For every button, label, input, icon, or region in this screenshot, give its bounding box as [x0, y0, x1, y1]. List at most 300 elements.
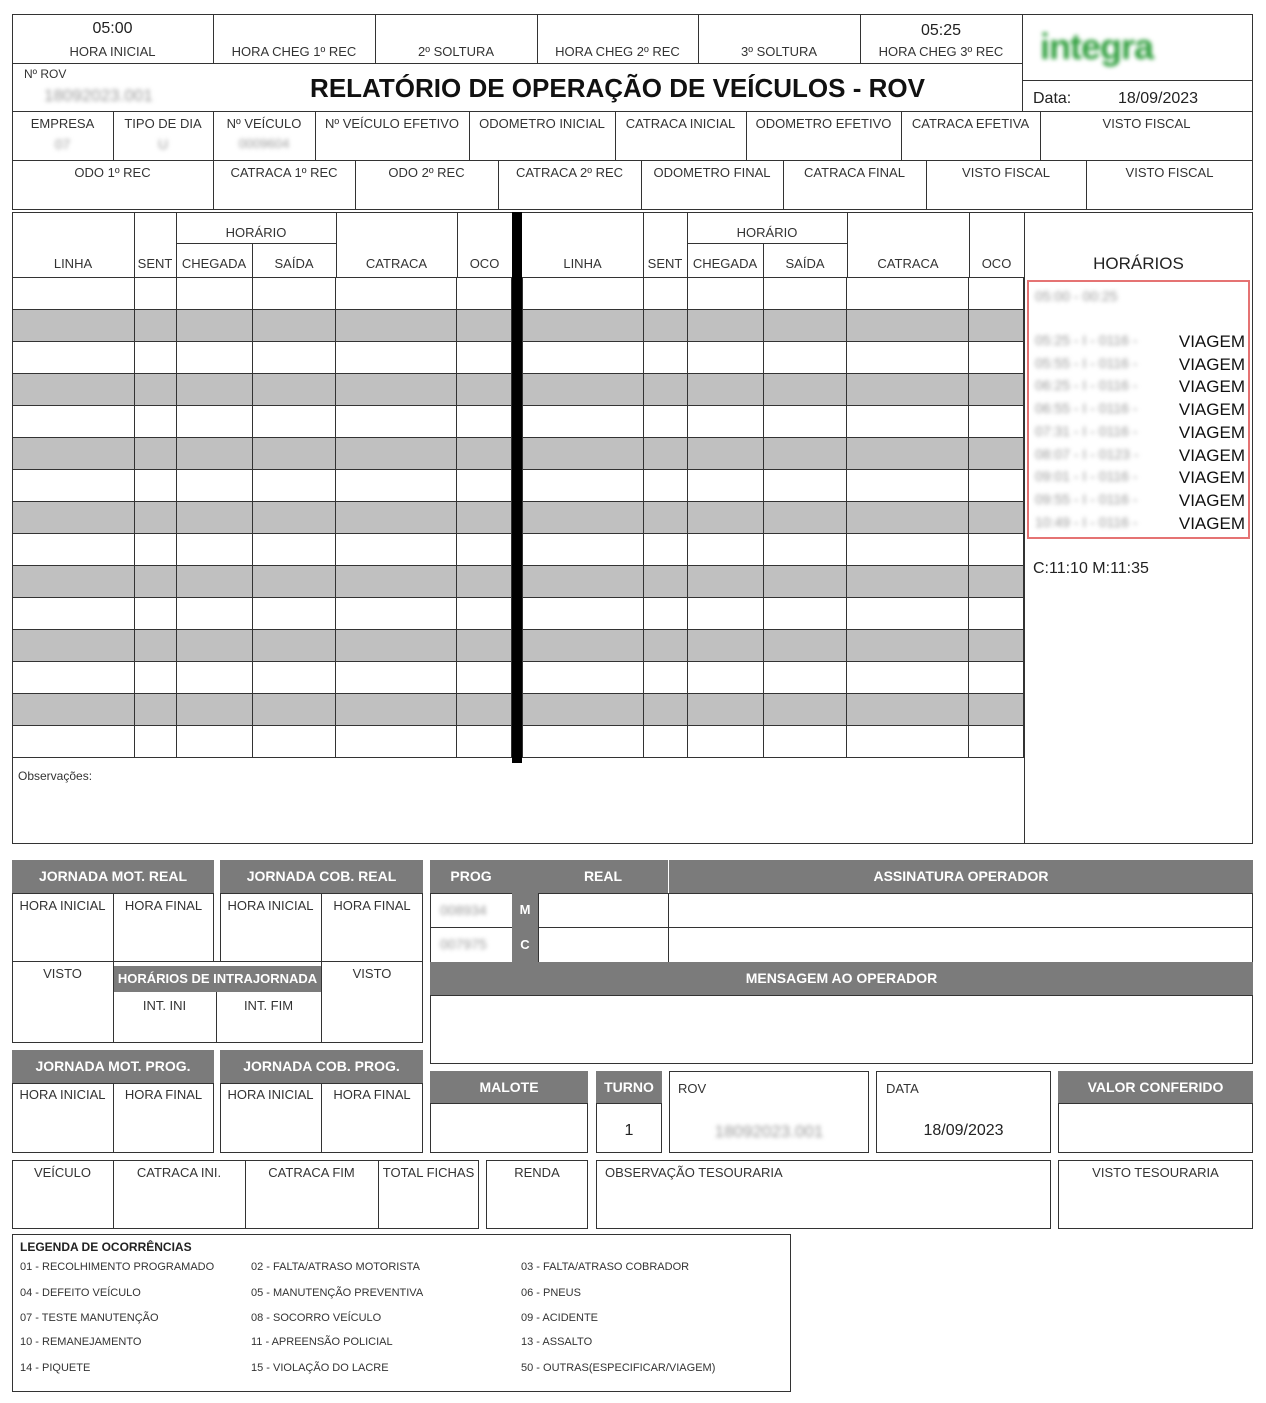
- grid-cell[interactable]: [176, 374, 252, 406]
- grid-cell[interactable]: [763, 502, 847, 534]
- prog-c-label: C: [520, 937, 530, 952]
- rov-value: 18092023.001: [714, 1122, 824, 1141]
- grid-cell[interactable]: [763, 310, 847, 342]
- grid-cell[interactable]: [176, 598, 252, 630]
- grid-cell[interactable]: [457, 470, 512, 502]
- grid-cell[interactable]: [134, 406, 176, 438]
- grid-cell[interactable]: [457, 630, 512, 662]
- grid-separator: [512, 212, 522, 763]
- hora-cheg-2-label: HORA CHEG 2º REC: [555, 44, 680, 59]
- visto-tesouraria-label: VISTO TESOURARIA: [1092, 1165, 1219, 1180]
- horario-item-label: VIAGEM: [1178, 445, 1245, 465]
- grid-cell[interactable]: [252, 662, 336, 694]
- prog-m-value: 008934: [440, 902, 487, 918]
- grid-cell[interactable]: [643, 438, 687, 470]
- grid-cell[interactable]: [763, 726, 847, 758]
- grid-cell[interactable]: [336, 374, 457, 406]
- grid-cell[interactable]: [336, 438, 457, 470]
- grid-cell[interactable]: [134, 630, 176, 662]
- grid-cell[interactable]: [523, 598, 644, 630]
- grid-cell[interactable]: [176, 630, 252, 662]
- grid-cell[interactable]: [336, 502, 457, 534]
- grid-cell[interactable]: [847, 470, 969, 502]
- grid-cell[interactable]: [176, 406, 252, 438]
- grid-cell[interactable]: [687, 438, 763, 470]
- grid-cell[interactable]: [763, 630, 847, 662]
- odometro-inicial-label: ODOMETRO INICIAL: [479, 116, 605, 131]
- grid-cell[interactable]: [643, 598, 687, 630]
- soltura-2-label: 2º SOLTURA: [417, 44, 495, 59]
- grid-cell[interactable]: [643, 726, 687, 758]
- grid-cell[interactable]: [457, 566, 512, 598]
- legenda-box: [12, 1234, 791, 1392]
- grid-cell[interactable]: [969, 566, 1024, 598]
- grid-cell[interactable]: [969, 630, 1024, 662]
- catraca-1-label: CATRACA 1º REC: [230, 165, 338, 180]
- horario-item-label: VIAGEM: [1178, 422, 1245, 442]
- grid-cell[interactable]: [252, 630, 336, 662]
- horario-item: [1035, 514, 1245, 536]
- grid-cell[interactable]: [336, 342, 457, 374]
- grid-cell[interactable]: [643, 406, 687, 438]
- horario-item: [1035, 423, 1245, 445]
- grid-cell[interactable]: [134, 502, 176, 534]
- grid-cell[interactable]: [336, 598, 457, 630]
- grid-cell[interactable]: [687, 662, 763, 694]
- legenda-item: 02 - FALTA/ATRASO MOTORISTA: [251, 1261, 420, 1273]
- catraca-efetiva-label: CATRACA EFETIVA: [911, 116, 1030, 131]
- grid-cell[interactable]: [252, 374, 336, 406]
- grid-cell[interactable]: [176, 470, 252, 502]
- grid-cell[interactable]: [252, 566, 336, 598]
- mensagem-operador-box: [430, 995, 1253, 1064]
- renda-label: RENDA: [514, 1165, 560, 1180]
- grid-cell[interactable]: [969, 406, 1024, 438]
- col-oco-left: OCO: [469, 256, 500, 271]
- grid-cell[interactable]: [252, 694, 336, 726]
- mot-real-hora-inicial: HORA INICIAL: [19, 898, 106, 913]
- visto-fiscal-2: VISTO FISCAL: [1125, 165, 1214, 180]
- grid-cell[interactable]: [457, 310, 512, 342]
- grid-cell[interactable]: [176, 662, 252, 694]
- grid-cell[interactable]: [643, 566, 687, 598]
- grid-cell[interactable]: [847, 310, 969, 342]
- grid-cell[interactable]: [523, 342, 644, 374]
- grid-cell[interactable]: [643, 310, 687, 342]
- cob-real-visto: VISTO: [352, 966, 392, 981]
- grid-row: [523, 278, 1024, 310]
- horario-item-time: 08:07 - I - 0123 -: [1035, 445, 1139, 462]
- grid-cell[interactable]: [763, 470, 847, 502]
- legenda-item: 09 - ACIDENTE: [521, 1312, 599, 1324]
- grid-cell[interactable]: [252, 534, 336, 566]
- grid-row: [13, 726, 512, 758]
- catraca-inicial-label: CATRACA INICIAL: [625, 116, 736, 131]
- horario-item-time: 09:01 - I - 0116 -: [1035, 468, 1138, 485]
- grid-cell[interactable]: [523, 374, 644, 406]
- grid-row: [523, 406, 1024, 438]
- nrov-value: 18092023.001: [44, 86, 153, 105]
- grid-cell[interactable]: [134, 278, 176, 310]
- grid-cell[interactable]: [457, 598, 512, 630]
- grid-cell[interactable]: [336, 310, 457, 342]
- grid-cell[interactable]: [13, 470, 135, 502]
- grid-row: [13, 406, 512, 438]
- grid-cell[interactable]: [13, 310, 135, 342]
- grid-cell[interactable]: [457, 406, 512, 438]
- hora-inicial-value: 05:00: [92, 20, 133, 37]
- grid-cell[interactable]: [176, 310, 252, 342]
- grid-cell[interactable]: [252, 342, 336, 374]
- grid-cell[interactable]: [687, 278, 763, 310]
- grid-cell[interactable]: [523, 278, 644, 310]
- grid-cell[interactable]: [13, 598, 135, 630]
- horario-item-time: 05:55 - I - 0116 -: [1035, 354, 1138, 371]
- grid-cell[interactable]: [523, 502, 644, 534]
- trip-grid-right: [522, 277, 1024, 758]
- grid-cell[interactable]: [13, 662, 135, 694]
- grid-cell[interactable]: [134, 342, 176, 374]
- grid-cell[interactable]: [134, 726, 176, 758]
- grid-cell[interactable]: [457, 278, 512, 310]
- grid-cell[interactable]: [523, 662, 644, 694]
- catraca-2-label: CATRACA 2º REC: [515, 165, 624, 180]
- total-fichas-label: TOTAL FICHAS: [382, 1165, 475, 1180]
- grid-cell[interactable]: [969, 342, 1024, 374]
- grid-cell[interactable]: [643, 534, 687, 566]
- col-catraca-left: CATRACA: [365, 256, 428, 271]
- int-fim-label: INT. FIM: [243, 998, 294, 1013]
- grid-cell[interactable]: [134, 566, 176, 598]
- trip-grid-left: [12, 277, 512, 758]
- grid-cell[interactable]: [763, 598, 847, 630]
- grid-cell[interactable]: [13, 694, 135, 726]
- grid-cell[interactable]: [969, 694, 1024, 726]
- grid-cell[interactable]: [176, 566, 252, 598]
- horario-item-time: 06:25 - I - 0116 -: [1035, 377, 1138, 394]
- grid-cell[interactable]: [134, 438, 176, 470]
- odo-1-label: ODO 1º REC: [74, 165, 151, 180]
- grid-cell[interactable]: [252, 470, 336, 502]
- jornada-cob-prog-header: JORNADA COB. PROG.: [220, 1050, 423, 1083]
- malote-header: MALOTE: [430, 1071, 588, 1104]
- grid-cell[interactable]: [687, 374, 763, 406]
- grid-cell[interactable]: [847, 374, 969, 406]
- grid-cell[interactable]: [13, 566, 135, 598]
- grid-cell[interactable]: [847, 630, 969, 662]
- horario-item-time: 10:49 - I - 0116 -: [1035, 513, 1138, 530]
- horario-item: [1035, 377, 1245, 399]
- horario-item: [1035, 332, 1245, 354]
- grid-cell[interactable]: [847, 278, 969, 310]
- grid-cell[interactable]: [336, 278, 457, 310]
- grid-cell[interactable]: [176, 502, 252, 534]
- grid-cell[interactable]: [13, 726, 135, 758]
- grid-cell[interactable]: [847, 438, 969, 470]
- grid-cell[interactable]: [643, 278, 687, 310]
- empresa-label: EMPRESA: [30, 116, 95, 131]
- n-veiculo-value: 0009604: [238, 136, 290, 151]
- grid-row: [523, 374, 1024, 406]
- grid-cell[interactable]: [523, 470, 644, 502]
- grid-cell[interactable]: [252, 726, 336, 758]
- grid-row: [13, 534, 512, 566]
- horario-item-label: VIAGEM: [1178, 332, 1245, 351]
- grid-cell[interactable]: [457, 342, 512, 374]
- nrov-label: Nº ROV: [24, 67, 67, 81]
- grid-cell[interactable]: [252, 310, 336, 342]
- prog-m-label: M: [519, 902, 531, 917]
- col-horario-left: HORÁRIO: [225, 225, 287, 240]
- grid-row: [523, 502, 1024, 534]
- horarios-first: 05:00 - 00:25: [1035, 288, 1118, 304]
- hora-cheg-3-value: 05:25: [920, 22, 962, 39]
- grid-cell[interactable]: [969, 470, 1024, 502]
- grid-cell[interactable]: [252, 438, 336, 470]
- grid-cell[interactable]: [969, 438, 1024, 470]
- odometro-final-label: ODOMETRO FINAL: [653, 165, 771, 180]
- mot-prog-hora-inicial: HORA INICIAL: [19, 1087, 106, 1102]
- grid-cell[interactable]: [134, 470, 176, 502]
- grid-cell[interactable]: [763, 406, 847, 438]
- grid-cell[interactable]: [643, 694, 687, 726]
- col-oco-right: OCO: [981, 256, 1012, 271]
- grid-cell[interactable]: [847, 726, 969, 758]
- intrajornada-header: HORÁRIOS DE INTRAJORNADA: [114, 966, 321, 992]
- visto-fiscal-1: VISTO FISCAL: [962, 165, 1050, 180]
- grid-cell[interactable]: [847, 598, 969, 630]
- grid-cell[interactable]: [457, 438, 512, 470]
- col-sent-right: SENT: [647, 256, 683, 271]
- grid-cell[interactable]: [336, 630, 457, 662]
- grid-cell[interactable]: [523, 726, 644, 758]
- grid-cell[interactable]: [176, 694, 252, 726]
- legenda-item: 07 - TESTE MANUTENÇÃO: [20, 1312, 159, 1324]
- jornada-cob-real-header: JORNADA COB. REAL: [220, 860, 423, 893]
- grid-cell[interactable]: [763, 438, 847, 470]
- assinatura-operador-header: ASSINATURA OPERADOR: [669, 860, 1253, 893]
- grid-cell[interactable]: [687, 694, 763, 726]
- real-label: REAL: [583, 868, 623, 884]
- grid-cell[interactable]: [763, 278, 847, 310]
- grid-cell[interactable]: [687, 502, 763, 534]
- horario-item: [1035, 400, 1245, 422]
- grid-cell[interactable]: [763, 566, 847, 598]
- grid-cell[interactable]: [687, 534, 763, 566]
- grid-cell[interactable]: [13, 438, 135, 470]
- turno-value: 1: [624, 1122, 634, 1139]
- col-linha-left: LINHA: [53, 256, 93, 271]
- data-value: 18/09/2023: [1118, 90, 1199, 107]
- grid-cell[interactable]: [687, 470, 763, 502]
- grid-cell[interactable]: [457, 374, 512, 406]
- grid-cell[interactable]: [336, 694, 457, 726]
- grid-cell[interactable]: [847, 502, 969, 534]
- grid-cell[interactable]: [847, 342, 969, 374]
- grid-cell[interactable]: [13, 630, 135, 662]
- col-chegada-right: CHEGADA: [692, 256, 758, 271]
- grid-cell[interactable]: [457, 662, 512, 694]
- grid-cell[interactable]: [336, 470, 457, 502]
- grid-cell[interactable]: [763, 374, 847, 406]
- grid-cell[interactable]: [643, 342, 687, 374]
- grid-cell[interactable]: [13, 534, 135, 566]
- veiculo-label: VEÍCULO: [33, 1165, 92, 1180]
- bottom-data-value: 18/09/2023: [923, 1122, 1004, 1139]
- grid-cell[interactable]: [336, 662, 457, 694]
- grid-row: [523, 566, 1024, 598]
- grid-cell[interactable]: [523, 438, 644, 470]
- grid-cell[interactable]: [687, 566, 763, 598]
- grid-cell[interactable]: [457, 694, 512, 726]
- mot-real-hora-final: HORA FINAL: [124, 898, 203, 913]
- horario-item: [1035, 491, 1245, 513]
- grid-row: [523, 470, 1024, 502]
- grid-cell[interactable]: [457, 502, 512, 534]
- cob-real-hora-final: HORA FINAL: [333, 898, 411, 913]
- grid-cell[interactable]: [336, 726, 457, 758]
- legenda-item: 50 - OUTRAS(ESPECIFICAR/VIAGEM): [521, 1362, 716, 1374]
- catraca-fim-label: CATRACA FIM: [268, 1165, 355, 1180]
- grid-cell[interactable]: [176, 278, 252, 310]
- grid-cell[interactable]: [457, 726, 512, 758]
- grid-cell[interactable]: [134, 694, 176, 726]
- grid-cell[interactable]: [336, 534, 457, 566]
- grid-cell[interactable]: [763, 694, 847, 726]
- horario-item: [1035, 468, 1245, 490]
- grid-cell[interactable]: [134, 310, 176, 342]
- grid-cell[interactable]: [687, 406, 763, 438]
- grid-row: [13, 694, 512, 726]
- grid-cell[interactable]: [969, 726, 1024, 758]
- grid-row: [523, 726, 1024, 758]
- n-veiculo-efetivo-label: Nº VEÍCULO EFETIVO: [324, 116, 460, 131]
- grid-cell[interactable]: [176, 438, 252, 470]
- odo-2-label: ODO 2º REC: [388, 165, 465, 180]
- grid-cell[interactable]: [687, 630, 763, 662]
- grid-cell[interactable]: [643, 470, 687, 502]
- col-linha-right: LINHA: [563, 256, 602, 271]
- grid-cell[interactable]: [13, 406, 135, 438]
- grid-cell[interactable]: [134, 374, 176, 406]
- grid-row: [13, 502, 512, 534]
- grid-cell[interactable]: [134, 534, 176, 566]
- col-catraca-right: CATRACA: [877, 256, 939, 271]
- grid-cell[interactable]: [687, 342, 763, 374]
- grid-cell[interactable]: [969, 374, 1024, 406]
- horarios-title: HORÁRIOS: [1093, 254, 1184, 273]
- int-ini-label: INT. INI: [142, 998, 187, 1013]
- valor-conferido-header: VALOR CONFERIDO: [1058, 1071, 1253, 1104]
- grid-cell[interactable]: [134, 598, 176, 630]
- horario-item-time: 05:25 - I - 0116 -: [1035, 332, 1138, 348]
- grid-cell[interactable]: [252, 406, 336, 438]
- grid-cell[interactable]: [969, 310, 1024, 342]
- grid-cell[interactable]: [763, 662, 847, 694]
- grid-row: [13, 630, 512, 662]
- grid-cell[interactable]: [176, 534, 252, 566]
- grid-cell[interactable]: [13, 374, 135, 406]
- grid-cell[interactable]: [523, 566, 644, 598]
- grid-cell[interactable]: [523, 406, 644, 438]
- grid-cell[interactable]: [643, 374, 687, 406]
- grid-cell[interactable]: [252, 502, 336, 534]
- tipo-dia-value: U: [157, 136, 169, 152]
- grid-cell[interactable]: [687, 726, 763, 758]
- grid-cell[interactable]: [523, 310, 644, 342]
- grid-cell[interactable]: [763, 342, 847, 374]
- grid-cell[interactable]: [336, 566, 457, 598]
- grid-cell[interactable]: [847, 566, 969, 598]
- grid-cell[interactable]: [847, 694, 969, 726]
- grid-row: [13, 310, 512, 342]
- horario-item-time: 09:55 - I - 0116 -: [1035, 490, 1138, 507]
- grid-cell[interactable]: [13, 502, 135, 534]
- grid-cell[interactable]: [176, 726, 252, 758]
- grid-row: [523, 310, 1024, 342]
- grid-row: [13, 470, 512, 502]
- grid-cell[interactable]: [847, 534, 969, 566]
- n-veiculo-label: Nº VEÍCULO: [226, 116, 302, 131]
- horario-item-time: 07:31 - I - 0116 -: [1035, 422, 1138, 439]
- bottom-data-label: DATA: [886, 1081, 919, 1096]
- company-logo: integra: [1040, 26, 1154, 67]
- grid-cell[interactable]: [457, 534, 512, 566]
- grid-row: [523, 342, 1024, 374]
- grid-cell[interactable]: [134, 662, 176, 694]
- grid-cell[interactable]: [176, 342, 252, 374]
- grid-cell[interactable]: [13, 278, 135, 310]
- grid-cell[interactable]: [687, 310, 763, 342]
- grid-cell[interactable]: [523, 630, 644, 662]
- grid-cell[interactable]: [252, 598, 336, 630]
- grid-row: [13, 598, 512, 630]
- legenda-item: 01 - RECOLHIMENTO PROGRAMADO: [20, 1261, 215, 1273]
- grid-row: [523, 694, 1024, 726]
- horario-item: [1035, 446, 1245, 468]
- legenda-title: LEGENDA DE OCORRÊNCIAS: [20, 1240, 192, 1254]
- legenda-item: 06 - PNEUS: [521, 1287, 581, 1299]
- grid-row: [13, 342, 512, 374]
- grid-row: [523, 598, 1024, 630]
- legenda-item: 15 - VIOLAÇÃO DO LACRE: [251, 1362, 389, 1374]
- grid-cell[interactable]: [687, 598, 763, 630]
- horario-item-label: VIAGEM: [1178, 490, 1245, 510]
- grid-cell[interactable]: [252, 278, 336, 310]
- grid-cell[interactable]: [763, 534, 847, 566]
- grid-cell[interactable]: [847, 406, 969, 438]
- grid-cell[interactable]: [847, 662, 969, 694]
- grid-cell[interactable]: [969, 662, 1024, 694]
- grid-cell[interactable]: [969, 278, 1024, 310]
- grid-row: [13, 374, 512, 406]
- grid-cell[interactable]: [523, 534, 644, 566]
- grid-cell[interactable]: [13, 342, 135, 374]
- grid-row: [523, 438, 1024, 470]
- grid-cell[interactable]: [643, 502, 687, 534]
- legenda-item: 11 - APREENSÃO POLICIAL: [251, 1336, 393, 1348]
- horario-item-label: VIAGEM: [1178, 377, 1245, 397]
- grid-cell[interactable]: [336, 406, 457, 438]
- grid-cell[interactable]: [523, 694, 644, 726]
- grid-cell[interactable]: [643, 662, 687, 694]
- cob-real-hora-inicial: HORA INICIAL: [227, 898, 314, 913]
- grid-row: [13, 438, 512, 470]
- grid-cell[interactable]: [969, 534, 1024, 566]
- grid-cell[interactable]: [643, 630, 687, 662]
- grid-cell[interactable]: [969, 502, 1024, 534]
- grid-cell[interactable]: [969, 598, 1024, 630]
